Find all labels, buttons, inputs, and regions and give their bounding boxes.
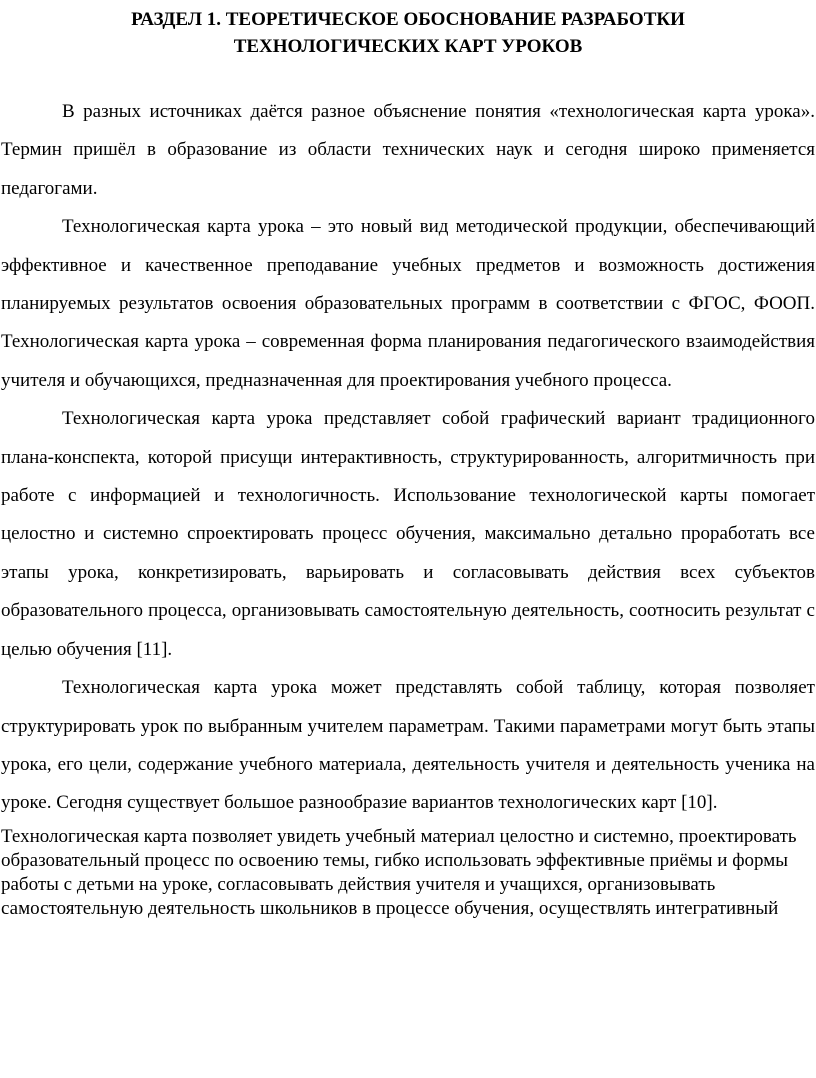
- paragraph-1: В разных источниках даётся разное объяснение понятия «технологическая карта урока». Термин пришёл в образование из области технических наук и сегодня широко применяется педагогами.: [1, 101, 815, 199]
- section-heading-line-1: РАЗДЕЛ 1. ТЕОРЕТИЧЕСКОЕ ОБОСНОВАНИЕ РАЗРАБОТКИ: [131, 9, 685, 30]
- section-heading: [1, 0, 815, 60]
- paragraph-4: Технологическая карта урока может представлять собой таблицу, которая позволяет структурировать урок по выбранным учителем параметрам. Такими параметрами могут быть этапы урока, его цели, содержание учебного материала, деятельность учителя и деятельность ученика на уроке. Сегодня существует большое разнообразие вариантов технологических карт [10].: [1, 677, 815, 814]
- paragraph-5: Технологическая карта позволяет увидеть учебный материал целостно и системно, проектировать образовательный процесс по освоению темы, гибко использовать эффективные приёмы и формы работы с детьми на уроке, согласовывать действия учителя и учащихся, организовывать самостоятельную деятельность школьников в процессе обучения, осуществлять интегративный: [1, 825, 797, 919]
- section-heading-line-2: ТЕХНОЛОГИЧЕСКИХ КАРТ УРОКОВ: [233, 36, 583, 57]
- paragraph-3: Технологическая карта урока представляет собой графический вариант традиционного плана-конспекта, которой присущи интерактивность, структурированность, алгоритмичность при работе с информацией и технологичность. Использование технологической карты помогает целостно и системно спроектировать процесс обучения, максимально детально проработать все этапы урока, конкретизировать, варьировать и согласовывать действия всех субъектов образовательного процесса, организовывать самостоятельную деятельность, соотносить результат с целью обучения [11].: [1, 408, 815, 660]
- paragraph-2: Технологическая карта урока – это новый вид методической продукции, обеспечивающий эффективное и качественное преподавание учебных предметов и возможность достижения планируемых результатов освоения образовательных программ в соответствии с ФГОС, ФООП. Технологическая карта урока – современная форма планирования педагогического взаимодействия учителя и обучающихся, предназначенная для проектирования учебного процесса.: [1, 216, 815, 391]
- document-body: [1, 93, 815, 921]
